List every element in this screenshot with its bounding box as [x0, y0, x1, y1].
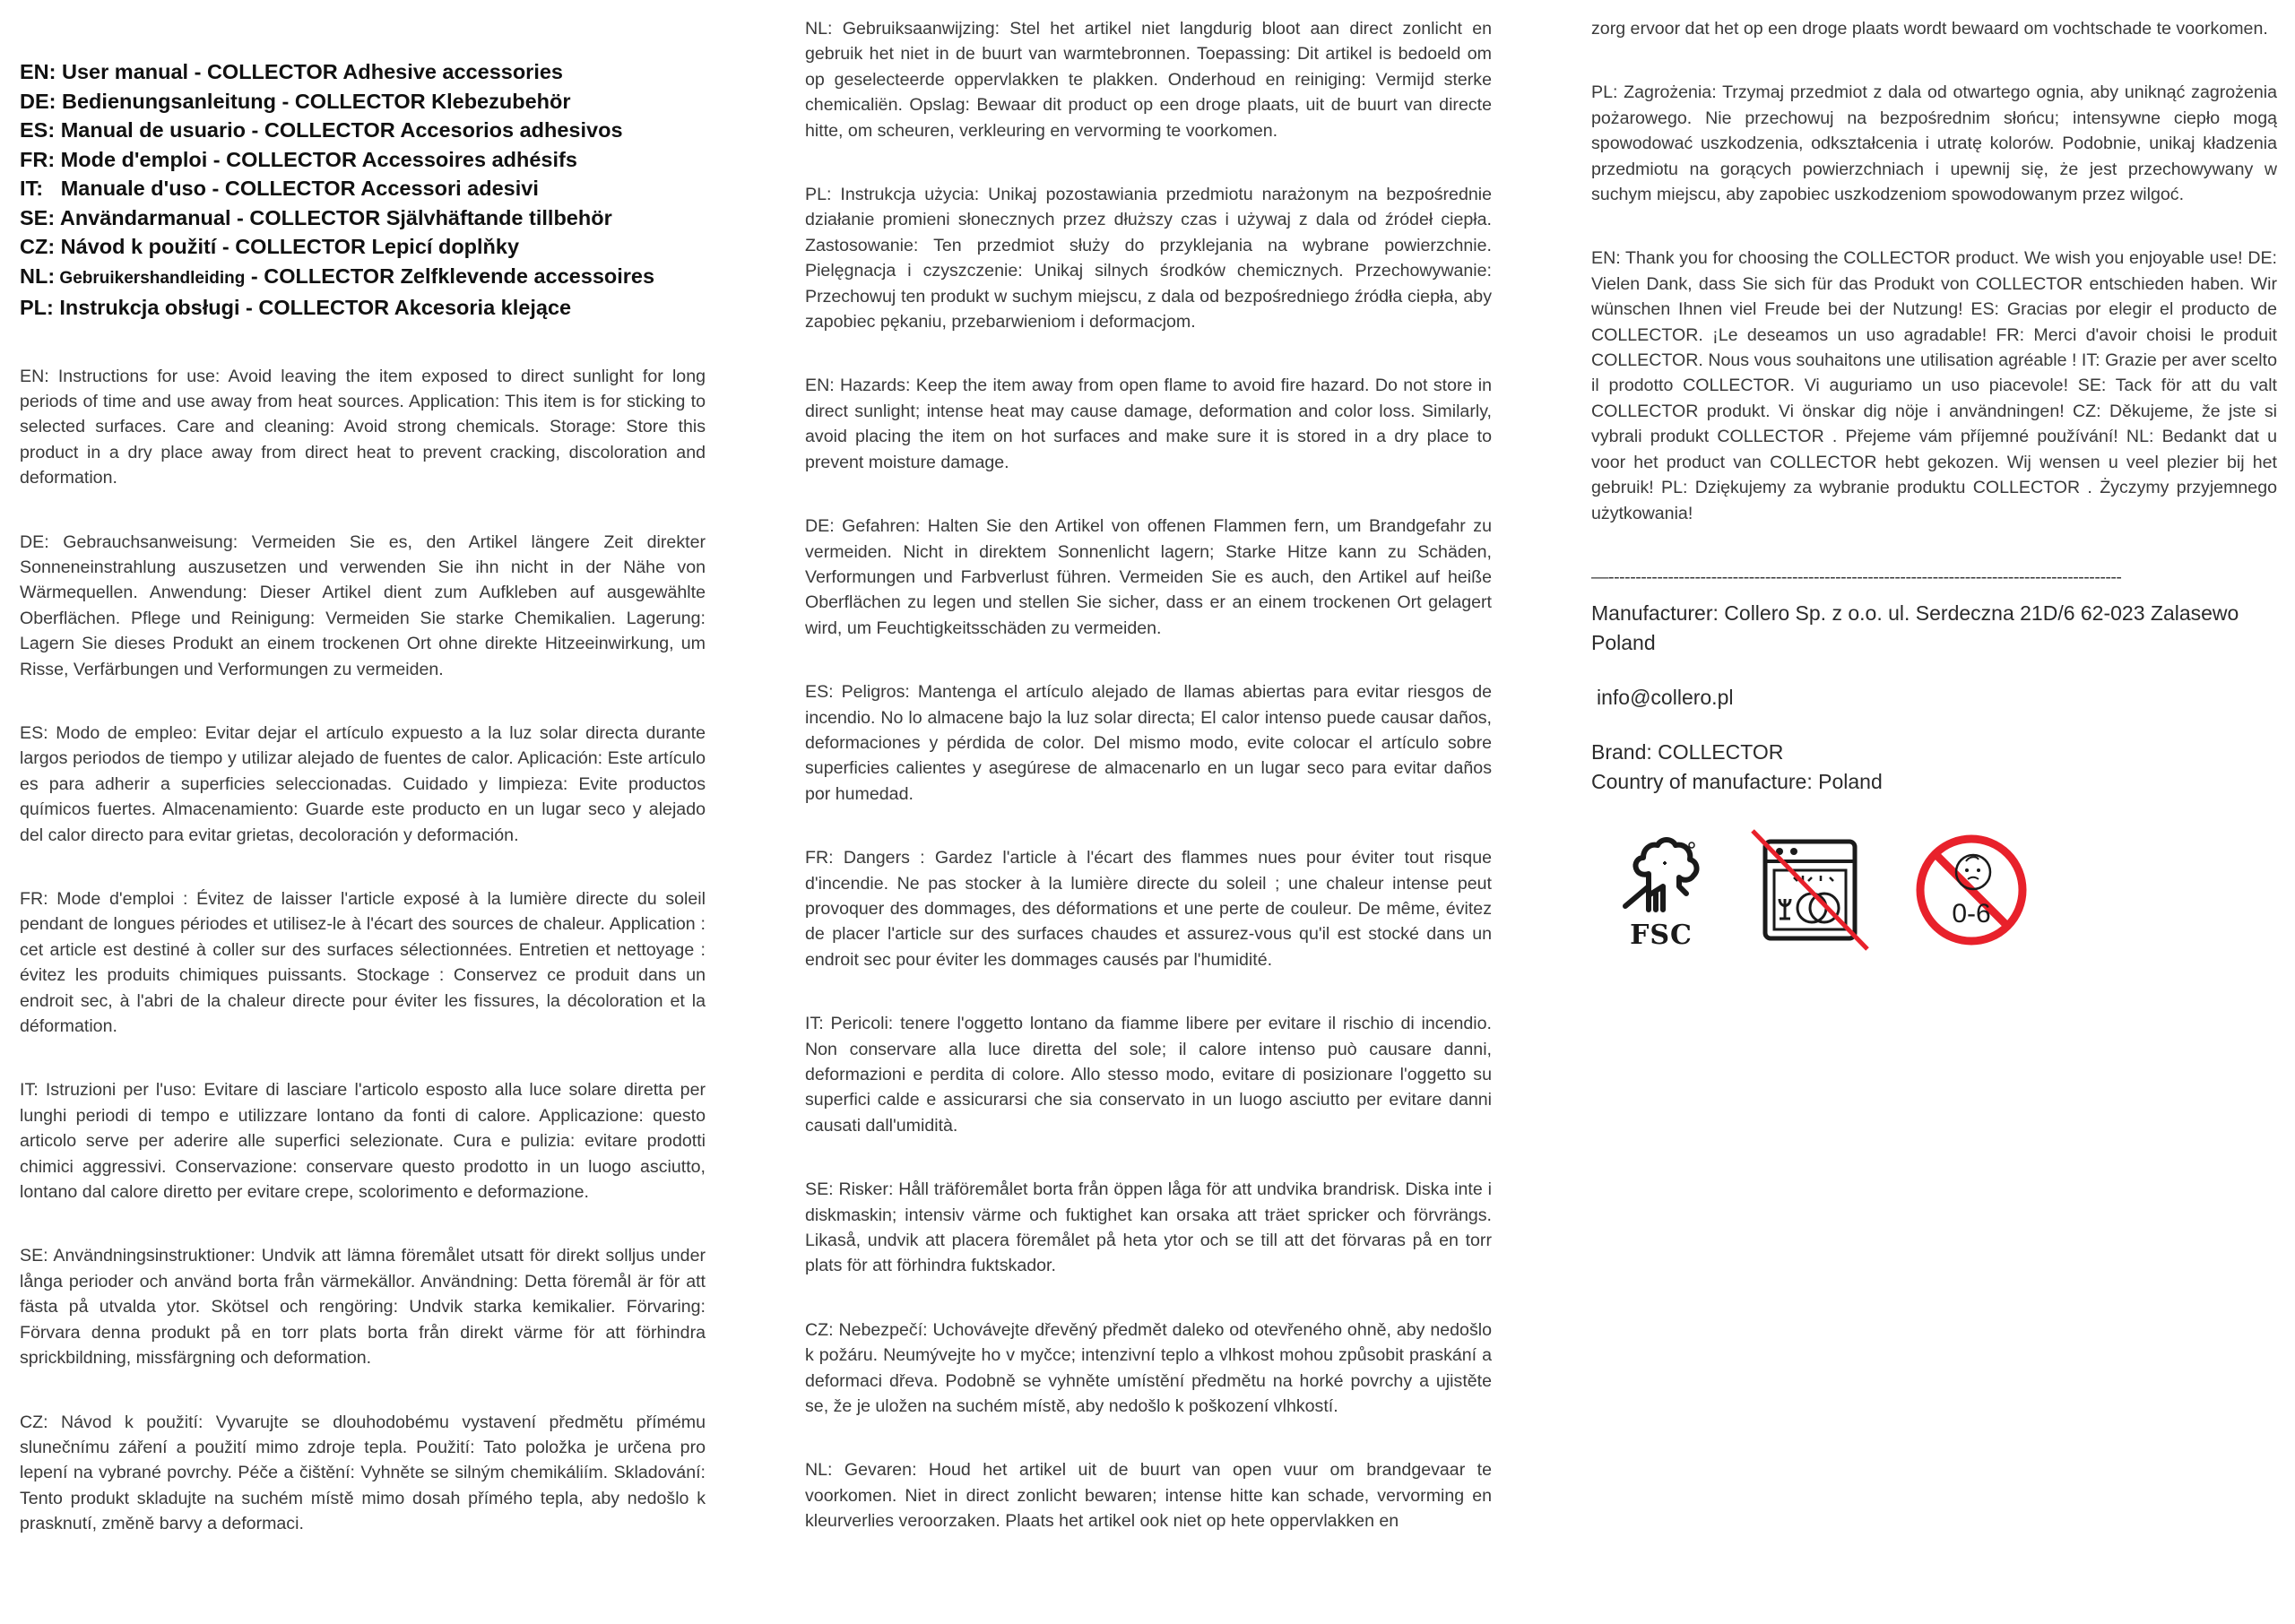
symbol-row	[1591, 829, 2277, 951]
age-label: 0-6	[1952, 898, 1991, 929]
hazards-pl: PL: Zagrożenia: Trzymaj przedmiot z dala od otwartego ognia, aby uniknąć zagrożenia pożarowego. Nie przechowuj na bezpośrednim słońcu; intensywne ciepło mogą spowodować uszkodzenia, odkształcenia i utratę kolorów. Podobnie, unikaj kładzenia przedmiotu na gorących powierzchniach i upewnij się, że jest przechowywany w suchym miejscu, aby zapobiec uszkodzeniom spowodowanym przez wilgoć.	[1591, 82, 2277, 205]
thank-you-text: EN: Thank you for choosing the COLLECTOR product. We wish you enjoyable use! DE: Vielen Dank, dass Sie sich für das Produkt von COLLECTOR entschieden haben. Wir wünschen Ihnen viel Freude bei der Nutzung! ES: Gracias por elegir el producto de COLLECTOR. ¡Le deseamos un uso agradable! FR: Merci d'avoir choisi le produit COLLECTOR. Nous vous souhaitons une utilisation agréable ! IT: Grazie per aver scelto il prodotto COLLECTOR. Vi auguriamo un uso piacevole! SE: Tack för att du valt COLLECTOR produkt. Vi önskar dig nöje i användningen! CZ: Děkujeme, že jste si vybrali produkt COLLECTOR . Přejeme vám příjemné používání! NL: Bedankt dat u voor het product van COLLECTOR hebt gekozen. Wij wensen u veel plezier bij het gebruik! PL: Dziękujemy za wybranie produktu COLLECTOR . Życzymy przyjemnego użytkowania!	[1591, 248, 2277, 523]
title-se: SE: Användarmanual - COLLECTOR Självhäftande tillbehör	[20, 205, 612, 229]
hazards-se: SE: Risker: Håll träföremålet borta från öppen låga för att undvika brandrisk. Diska inte i diskmaskin; intensiv värme och fuktighet kan orsaka att träet spricker och förvrängs. Likaså, undvik att placera föremålet på heta ytor och se till att det förvaras på en torr plats för att förhindra fuktskador.	[805, 1179, 1492, 1276]
manufacturer-info: Manufacturer: Collero Sp. z o.o. ul. Serdeczna 21D/6 62-023 Zalasewo Poland	[1591, 600, 2239, 654]
hazards-nl-continued: zorg ervoor dat het op een droge plaats wordt bewaard om vochtschade te voorkomen.	[1591, 19, 2268, 39]
title-es: ES: Manual de usuario - COLLECTOR Accesorios adhesivos	[20, 118, 623, 142]
fsc-label: FSC	[1630, 919, 1693, 951]
instructions-nl: NL: Gebruiksaanwijzing: Stel het artikel niet langdurig bloot aan direct zonlicht en gebruik het niet in de buurt van warmtebronnen. Toepassing: Dit artikel is bedoeld om op geselecteerde oppervlakken te plakken. Onderhoud en reiniging: Vermijd sterke chemicaliën. Opslag: Bewaar dit product op een droge plaats, uit de buurt van directe hitte, om scheuren, verkleuring en vervorming te voorkomen.	[805, 19, 1492, 141]
column-right	[1591, 0, 2277, 951]
hazards-nl: NL: Gevaren: Houd het artikel uit de buurt van open vuur om brandgevaar te voorkomen. Niet in direct zonlicht bewaren; intense hitte kan schade, vervorming en kleurverlies veroorzaken. Plaats het artikel ook niet op hete oppervlakken en	[805, 1460, 1492, 1532]
age-warning-symbol	[1914, 833, 2029, 947]
brand-info: Brand: COLLECTOR	[1591, 739, 1784, 764]
instructions-fr: FR: Mode d'emploi : Évitez de laisser l'article exposé à la lumière directe du soleil pendant de longues périodes et utilisez-le à l'écart des sources de chaleur. Application : cet article est destiné à coller sur des surfaces sélectionnées. Entretien et nettoyage : évitez les produits chimiques puissants. Stockage : Conservez ce produit dans un endroit sec, à l'abri de la chaleur directe pour éviter les fissures, la décoloration et la déformation.	[20, 889, 706, 1037]
title-it: IT: Manuale d'uso - COLLECTOR Accessori adesivi	[20, 177, 539, 200]
hazards-de: DE: Gefahren: Halten Sie den Artikel von offenen Flammen fern, um Brandgefahr zu vermeiden. Nicht in direktem Sonnenlicht lagern; Starke Hitze kann zu Schäden, Verformungen und Farbverlust führen. Vermeiden Sie es auch, den Artikel auf heiße Oberflächen zu legen und stellen Sie sicher, dass er an einem trockenen Ort gelagert wird, um Feuchtigkeitsschäden zu vermeiden.	[805, 516, 1492, 638]
column-left	[20, 0, 706, 1576]
title-de: DE: Bedienungsanleitung - COLLECTOR Klebezubehör	[20, 89, 571, 113]
title-block	[20, 57, 706, 323]
title-en: EN: User manual - COLLECTOR Adhesive accessories	[20, 60, 563, 83]
title-cz: CZ: Návod k použití - COLLECTOR Lepicí doplňky	[20, 235, 520, 258]
country-info: Country of manufacture: Poland	[1591, 769, 1883, 793]
title-pl: PL: Instrukcja obsługi - COLLECTOR Akcesoria klejące	[20, 296, 572, 319]
instructions-es: ES: Modo de empleo: Evitar dejar el artículo expuesto a la luz solar directa durante largos periodos de tiempo y utilizar alejado de fuentes de calor. Aplicación: Este artículo es para adherir a superficies seleccionadas. Cuidado y limpieza: Evite productos químicos fuertes. Almacenamiento: Guarde este producto en un lugar seco y alejado del calor directo para evitar grietas, decoloración y deformación.	[20, 722, 706, 845]
hazards-cz: CZ: Nebezpečí: Uchovávejte dřevěný předmět daleko od otevřeného ohně, aby nedošlo k požáru. Neumývejte ho v myčce; intenzivní teplo a vlhkost mohou způsobit praskání a deformaci dřeva. Podobně se vyhněte umístění předmětu na horké povrchy a ujistěte se, že je uložen na suchém místě, aby nedošlo k poškození vlhkostí.	[805, 1319, 1492, 1417]
contact-email: info@collero.pl	[1597, 685, 1734, 709]
fsc-tree-icon	[1616, 836, 1706, 922]
instructions-pl: PL: Instrukcja użycia: Unikaj pozostawiania przedmiotu narażonym na bezpośrednie działanie promieni słonecznych przez dłuższy czas i używaj z dala od źródeł ciepła. Zastosowanie: Ten przedmiot służy do przyklejania na wybrane powierzchnie. Pielęgnacja i czyszczenie: Unikaj silnych środków chemicznych. Przechowywanie: Przechowuj ten produkt w suchym miejscu, z dala od bezpośredniego źródła ciepła, aby zapobiec pękaniu, przebarwieniom i deformacjom.	[805, 185, 1492, 333]
column-middle	[805, 0, 1492, 1573]
fsc-logo	[1616, 836, 1706, 951]
title-nl: NL: Gebruikershandleiding - COLLECTOR Zelfklevende accessoires	[20, 263, 655, 288]
instructions-de: DE: Gebrauchsanweisung: Vermeiden Sie es, den Artikel längere Zeit direkter Sonneneinstrahlung auszusetzen und verwenden Sie ihn nicht in der Nähe von Wärmequellen. Anwendung: Dieser Artikel dient zum Aufkleben auf ausgewählte Oberflächen. Pflege und Reinigung: Vermeiden Sie starke Chemikalien. Lagerung: Lagern Sie dieses Produkt an einem trockenen Ort ohne direkte Hitzeeinwirkung, um Risse, Verfärbungen und Verformungen zu vermeiden.	[20, 531, 706, 679]
prohibition-slash	[1749, 829, 1871, 951]
no-dishwasher-symbol	[1749, 829, 1871, 951]
separator-line: —-----------------------------------------------------------------------------------------------	[1591, 566, 2122, 587]
instructions-it: IT: Istruzioni per l'uso: Evitare di lasciare l'articolo esposto alla luce solare diretta per lunghi periodi di tempo e utilizzare lontano da fonti di calore. Applicazione: questo articolo serve per aderire alle superfici selezionate. Cura e pulizia: evitare prodotti chimici aggressivi. Conservazione: conservare questo prodotto in un luogo asciutto, lontano dal calore diretto per evitare crepe, scolorimento e deformazione.	[20, 1080, 706, 1203]
hazards-es: ES: Peligros: Mantenga el artículo alejado de llamas abiertas para evitar riesgos de incendio. No lo almacene bajo la luz solar directa; El calor intenso puede causar daños, deformaciones y pérdida de color. Del mismo modo, evite colocar el artículo sobre superficies calientes y asegúrese de almacenarlo en un lugar seco para evitar daños por humedad.	[805, 682, 1492, 804]
instructions-cz: CZ: Návod k použití: Vyvarujte se dlouhodobému vystavení předmětu přímému slunečnímu záření a použití mimo zdroje tepla. Použití: Tato položka je určena pro lepení na vybrané povrchy. Péče a čištění: Vyhněte se silným chemikáliím. Skladování: Tento produkt skladujte na suchém místě mimo dosah přímého tepla, aby nedošlo k prasknutí, změně barvy a deformaci.	[20, 1412, 706, 1534]
instructions-en: EN: Instructions for use: Avoid leaving the item exposed to direct sunlight for long periods of time and use away from heat sources. Application: This item is for sticking to selected surfaces. Care and cleaning: Avoid strong chemicals. Storage: Store this product in a dry place away from direct heat to prevent cracking, discoloration and deformation.	[20, 366, 706, 488]
hazards-fr: FR: Dangers : Gardez l'article à l'écart des flammes nues pour éviter tout risque d'incendie. Ne pas stocker à la lumière directe du soleil ; une chaleur intense peut provoquer des dommages, des déformations et une perte de couleur. De même, évitez de placer l'article sur des surfaces chaudes et assurez-vous qu'il est stocké dans un endroit sec pour éviter les dommages causés par l'humidité.	[805, 848, 1492, 970]
no-children-icon	[1914, 833, 2029, 947]
hazards-it: IT: Pericoli: tenere l'oggetto lontano da fiamme libere per evitare il rischio di incendio. Non conservare alla luce diretta del sole; il calore intenso può causare danni, deformazioni e perdita di colore. Allo stesso modo, evitare di posizionare l'oggetto su superfici calde e assicurarsi che sia conservato in un luogo asciutto per evitare danni causati dall'umidità.	[805, 1014, 1492, 1136]
title-fr: FR: Mode d'emploi - COLLECTOR Accessoires adhésifs	[20, 147, 577, 171]
hazards-en: EN: Hazards: Keep the item away from open flame to avoid fire hazard. Do not store in direct sunlight; intense heat may cause damage, deformation and color loss. Similarly, avoid placing the item on hot surfaces and make sure it is stored in a dry place to prevent moisture damage.	[805, 376, 1492, 472]
instructions-se: SE: Användningsinstruktioner: Undvik att lämna föremålet utsatt för direkt solljus under långa perioder och använd borta från värmekällor. Användning: Detta föremål är för att fästa på utvalda ytor. Skötsel och rengöring: Undvik starka kemikalier. Förvaring: Förvara denna produkt på en torr plats borta från direkt värme för att förhindra sprickbildning, missfärgning och deformation.	[20, 1246, 706, 1369]
